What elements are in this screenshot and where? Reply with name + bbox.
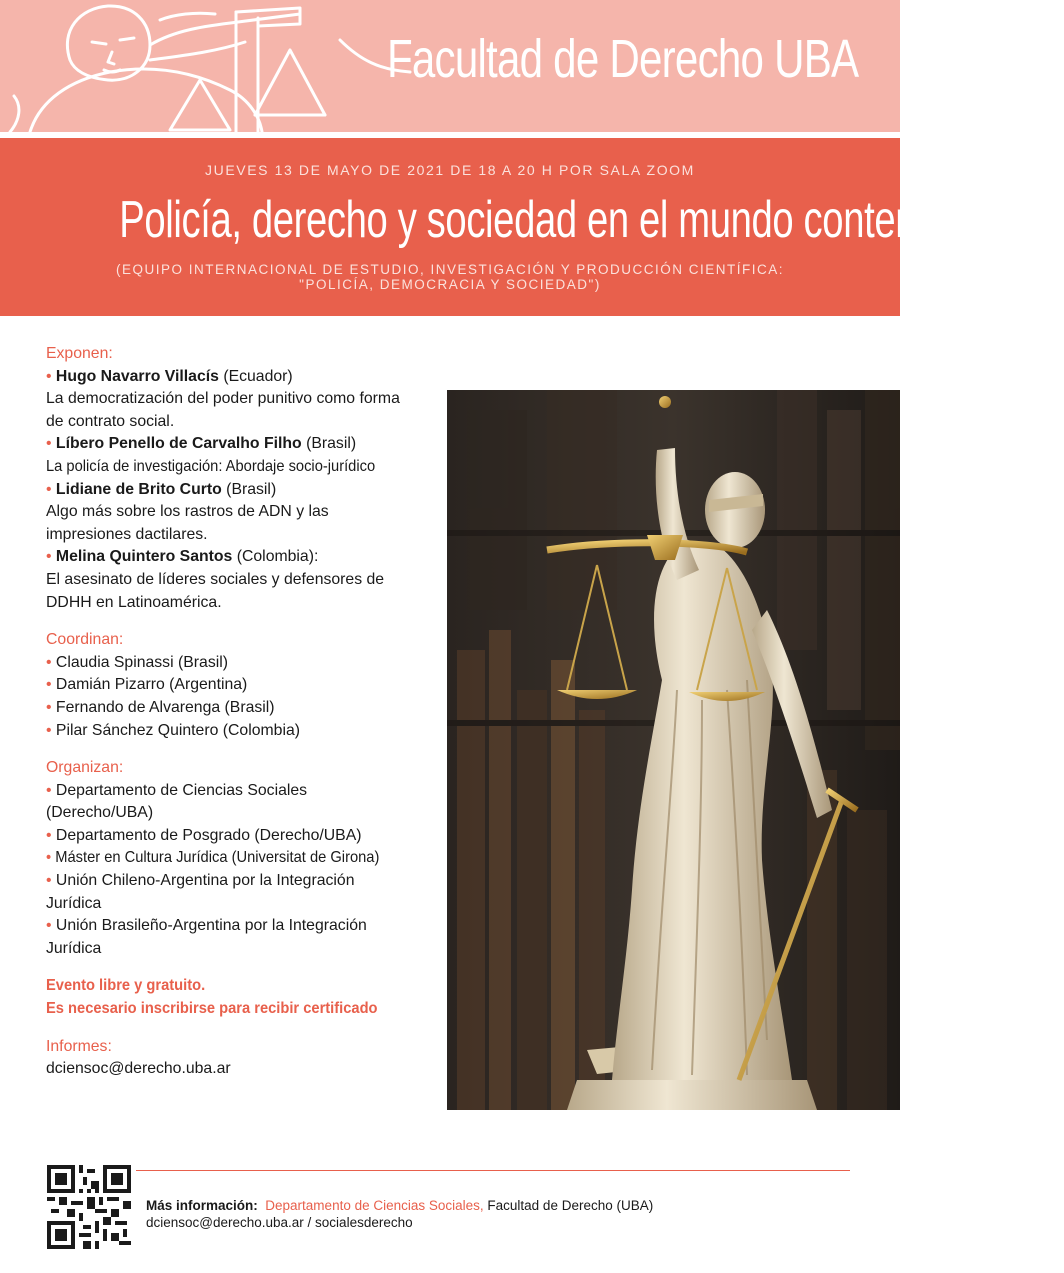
speaker-country: (Brasil) (301, 435, 357, 453)
coordinator-item (46, 652, 436, 675)
organizan-heading: Organizan: (46, 759, 124, 777)
speaker-name: Líbero Penello de Carvalho Filho (55, 435, 302, 453)
event-date: JUEVES 13 DE MAYO DE 2021 DE 18 A 20 H POR SALA ZOOM (205, 162, 695, 178)
coordinator-item (46, 674, 436, 697)
footer-contacts[interactable]: dciensoc@derecho.uba.ar / socialesderecho (146, 1215, 413, 1230)
footer-divider (136, 1170, 850, 1171)
organizer-item (46, 825, 436, 848)
bullet: • (46, 698, 52, 716)
speaker-country: (Colombia): (232, 548, 319, 566)
talk-title: El asesinato de líderes sociales y defensores de (46, 570, 385, 588)
event-title: Policía, derecho y sociedad en el mundo contemporáneo (119, 191, 1064, 249)
organizer-item-cont: (Derecho/UBA) (46, 804, 154, 822)
organizer-name: Unión Chileno-Argentina por la Integración (55, 872, 355, 890)
footer-dept: Departamento de Ciencias Sociales, (265, 1198, 484, 1213)
qr-code[interactable] (47, 1165, 131, 1249)
coordinator-item (46, 720, 436, 743)
talk-title: impresiones dactilares. (46, 525, 208, 543)
organizer-item (46, 780, 436, 803)
speaker-name: Lidiane de Brito Curto (55, 480, 222, 498)
exponen-heading: Exponen: (46, 345, 113, 362)
event-team (60, 262, 840, 292)
bullet: • (46, 676, 52, 694)
notice-registration: Es necesario inscribirse para recibir certificado (46, 1000, 378, 1018)
bullet: • (46, 917, 52, 935)
event-team-line: (EQUIPO INTERNACIONAL DE ESTUDIO, INVESTIGACIÓN Y PRODUCCIÓN CIENTÍFICA: (115, 262, 785, 277)
header-band (0, 0, 900, 132)
talk-title: Algo más sobre los rastros de ADN y las (46, 503, 329, 521)
informes-heading: Informes: (46, 1037, 112, 1055)
organizer-name: Departamento de Posgrado (Derecho/UBA) (55, 826, 362, 844)
organizer-item-cont: Jurídica (46, 939, 102, 957)
speaker-country: (Brasil) (221, 480, 277, 498)
organizer-name: Departamento de Ciencias Sociales (55, 781, 308, 799)
bullet: • (46, 826, 52, 844)
bullet: • (46, 653, 52, 671)
bullet: • (46, 435, 52, 453)
footer-info (146, 1197, 653, 1231)
bullet: • (46, 548, 52, 566)
event-team-line: "POLICÍA, DEMOCRACIA Y SOCIEDAD") (299, 277, 601, 292)
coordinator-name: Claudia Spinassi (Brasil) (55, 653, 228, 671)
footer-line-1 (146, 1197, 653, 1214)
organizer-item (46, 847, 409, 870)
speaker-country: (Ecuador) (218, 367, 293, 385)
speaker-entry (46, 366, 436, 389)
talk-title: La democratización del poder punitivo como forma (46, 390, 400, 408)
footer-faculty: Facultad de Derecho (UBA) (483, 1198, 654, 1213)
organizer-item (46, 870, 436, 893)
speaker-entry (46, 479, 436, 502)
bullet: • (46, 849, 52, 867)
informes-email[interactable]: dciensoc@derecho.uba.ar (46, 1060, 231, 1078)
justice-illustration (0, 0, 420, 132)
coordinator-name: Fernando de Alvarenga (Brasil) (55, 698, 275, 716)
coordinator-item (46, 697, 436, 720)
coordinator-name: Pilar Sánchez Quintero (Colombia) (55, 721, 301, 739)
speaker-name: Hugo Navarro Villacís (55, 367, 219, 385)
speaker-name: Melina Quintero Santos (55, 548, 233, 566)
main-content (46, 343, 436, 1081)
coordinan-heading: Coordinan: (46, 631, 124, 649)
speaker-entry (46, 546, 436, 569)
bullet: • (46, 872, 52, 890)
organizer-item (46, 915, 436, 938)
bullet: • (46, 367, 52, 385)
organizer-item-cont: Jurídica (46, 894, 102, 912)
talk-title: DDHH en Latinoamérica. (46, 593, 222, 611)
faculty-title: Facultad de Derecho UBA (386, 29, 858, 89)
talk-title: La policía de investigación: Abordaje socio-jurídico (46, 457, 376, 475)
event-band (0, 138, 1064, 316)
footer-label: Más información: (146, 1198, 258, 1213)
organizer-name: Unión Brasileño-Argentina por la Integración (55, 917, 367, 935)
coordinator-name: Damián Pizarro (Argentina) (55, 676, 248, 694)
lady-justice-photo (447, 390, 900, 1110)
speaker-entry (46, 433, 436, 456)
organizer-name: Máster en Cultura Jurídica (Universitat de Girona) (55, 849, 380, 867)
notice-free: Evento libre y gratuito. (46, 977, 206, 995)
bullet: • (46, 721, 52, 739)
bullet: • (46, 781, 52, 799)
bullet: • (46, 480, 52, 498)
talk-title: de contrato social. (46, 412, 175, 430)
